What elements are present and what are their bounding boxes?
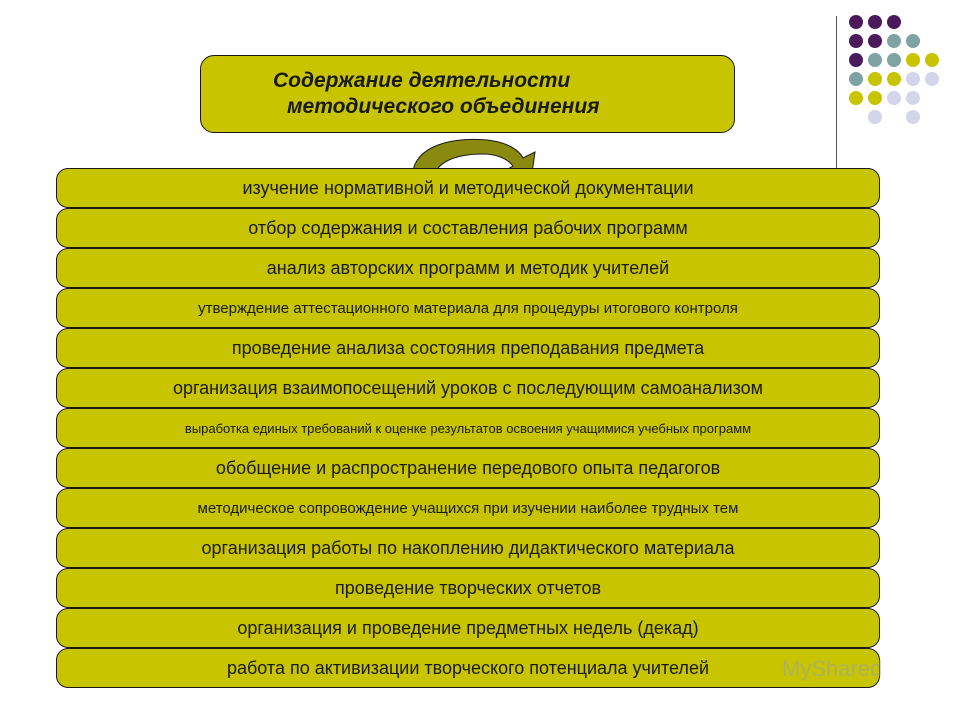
activity-item bbox=[56, 288, 880, 328]
decorative-divider-line bbox=[836, 16, 837, 168]
activity-item bbox=[56, 568, 880, 608]
activity-item-label: обобщение и распространение передового опыта педагогов bbox=[215, 457, 721, 478]
decorative-dot bbox=[906, 72, 920, 86]
activity-item-label: организация работы по накоплению дидактического материала bbox=[201, 537, 735, 558]
decorative-dot bbox=[868, 53, 882, 67]
activity-item bbox=[56, 328, 880, 368]
activity-item bbox=[56, 488, 880, 528]
decorative-dot bbox=[906, 53, 920, 67]
title-box bbox=[200, 55, 735, 133]
activity-item-label: отбор содержания и составления рабочих программ bbox=[248, 217, 688, 238]
decorative-dot bbox=[849, 15, 863, 29]
activity-item bbox=[56, 528, 880, 568]
title-line-2: методического объединения bbox=[287, 95, 600, 118]
decorative-dot bbox=[906, 110, 920, 124]
activity-item bbox=[56, 208, 880, 248]
activity-item bbox=[56, 648, 883, 688]
decorative-dot bbox=[906, 34, 920, 48]
decorative-dot bbox=[887, 91, 901, 105]
decorative-dot bbox=[849, 91, 863, 105]
activity-item bbox=[56, 608, 880, 648]
decorative-dot bbox=[887, 53, 901, 67]
decorative-dot bbox=[849, 34, 863, 48]
decorative-dot bbox=[887, 15, 901, 29]
activity-item-label: выработка единых требований к оценке результатов освоения учащимися учебных программ bbox=[184, 420, 752, 436]
activity-item-label: анализ авторских программ и методик учителей bbox=[266, 257, 670, 278]
activity-item bbox=[56, 248, 880, 288]
activity-item bbox=[56, 448, 880, 488]
decorative-dot bbox=[906, 91, 920, 105]
activity-item-label: организация взаимопосещений уроков с последующим самоанализом bbox=[172, 377, 764, 398]
decorative-dot bbox=[887, 72, 901, 86]
activity-item-label: проведение анализа состояния преподавания предмета bbox=[231, 337, 705, 358]
decorative-dot bbox=[868, 34, 882, 48]
decorative-dot bbox=[868, 110, 882, 124]
activity-item bbox=[56, 408, 880, 448]
activity-item-label: утверждение аттестационного материала для процедуры итогового контроля bbox=[198, 299, 738, 317]
decorative-dot bbox=[868, 72, 882, 86]
decorative-dot bbox=[849, 53, 863, 67]
decorative-dot bbox=[868, 91, 882, 105]
activity-item-label: методическое сопровождение учащихся при изучении наиболее трудных тем bbox=[197, 499, 739, 517]
title-line-1: Содержание деятельности bbox=[273, 69, 571, 92]
decorative-dot bbox=[925, 53, 939, 67]
activity-item bbox=[56, 168, 880, 208]
activity-item bbox=[56, 368, 880, 408]
activity-item-label: работа по активизации творческого потенциала учителей bbox=[226, 657, 710, 678]
watermark-text: MyShared bbox=[782, 656, 883, 681]
activity-item-label: организация и проведение предметных недель (декад) bbox=[237, 617, 699, 638]
decorative-dot bbox=[868, 15, 882, 29]
decorative-dot bbox=[849, 72, 863, 86]
activity-item-label: проведение творческих отчетов bbox=[334, 577, 602, 598]
decorative-dot bbox=[925, 72, 939, 86]
decorative-dot bbox=[887, 34, 901, 48]
activity-item-label: изучение нормативной и методической документации bbox=[242, 177, 694, 198]
